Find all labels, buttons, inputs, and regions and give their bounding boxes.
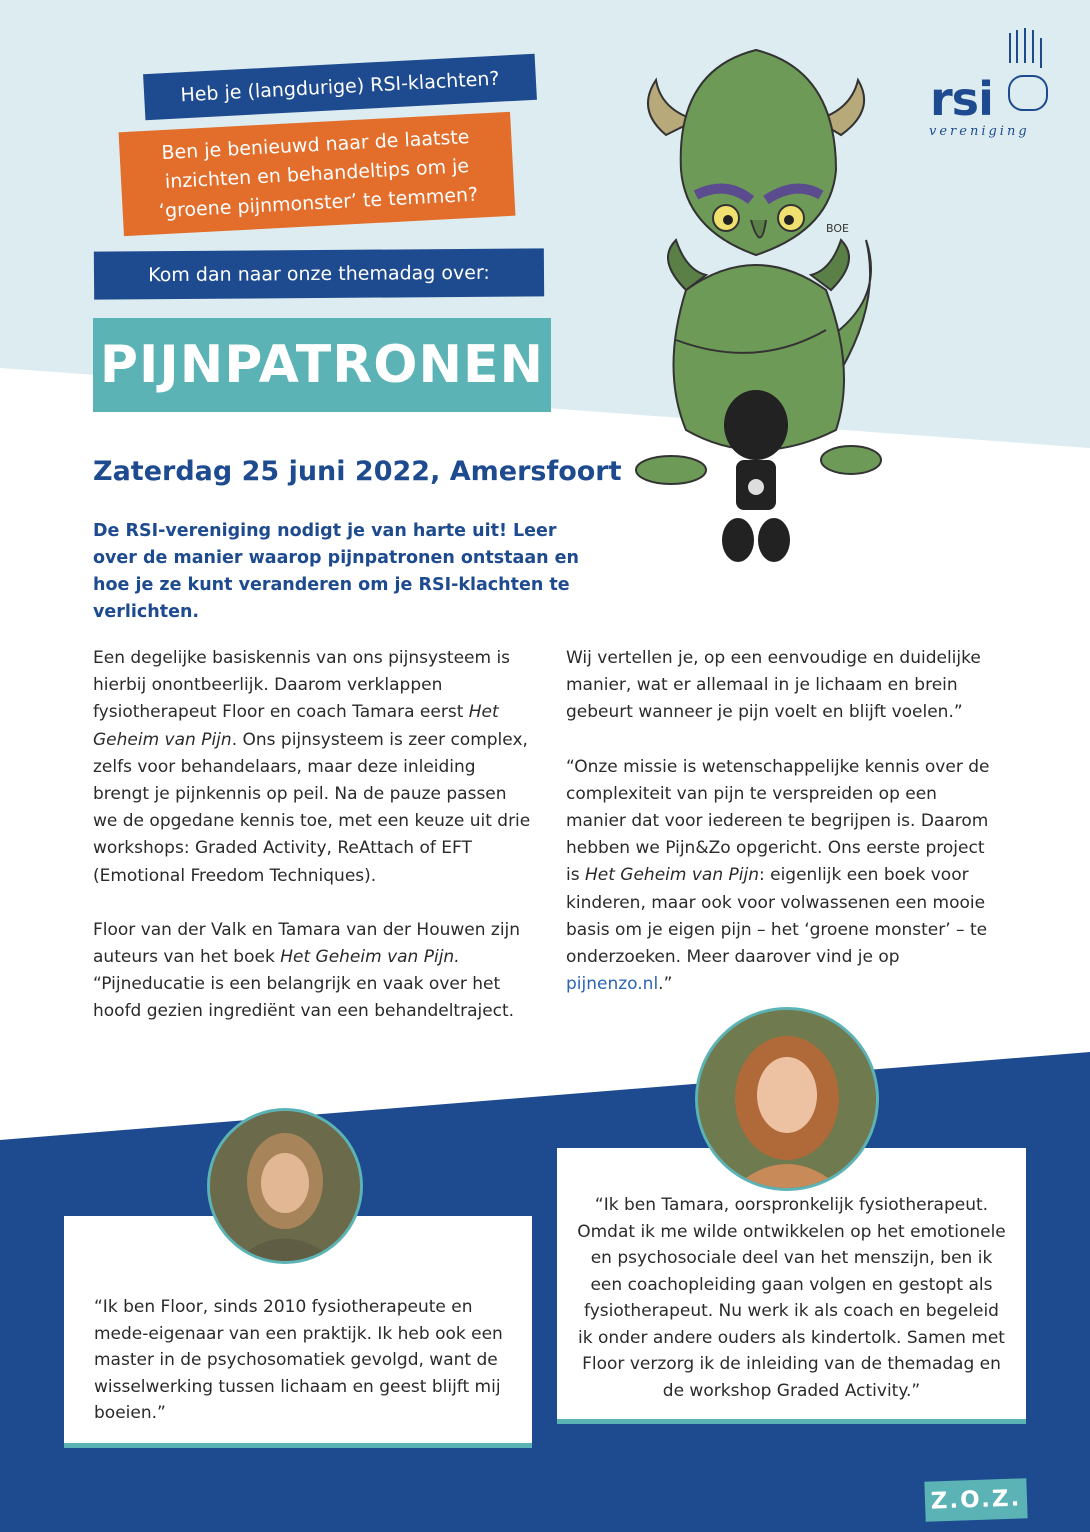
book-title: Het Geheim van Pijn. [280, 947, 460, 968]
text-run: “Onze missie is wetenschappelijke kennis over de complexiteit van pijn te verspreiden op een manier dat voor iedereen te begrijpen is. Daarom hebben we Pijn&Zo opgericht. Ons eerste project is [566, 756, 990, 886]
body-paragraph [566, 754, 996, 999]
text-run: : eigenlijk een boek voor kinderen, maar ook voor volwassenen een mooie basis om je eigen pijn – het ‘groene monster’ – te onderzoeken. Meer daarover vind je op [566, 865, 988, 968]
body-paragraph: Wij vertellen je, op een eenvoudige en duidelijke manier, wat er allemaal in je lichaam en brein gebeurt wanneer je pijn voelt en blijft voelen.” [566, 648, 981, 723]
avatar-floor [207, 1108, 363, 1264]
intro-paragraph: De RSI-vereniging nodigt je van harte uit! Leer over de manier waarop pijnpatronen ontstaan en hoe je ze kunt veranderen om je RSI-klachten te verlichten. [93, 521, 580, 622]
banner-question-rsi: Heb je (langdurige) RSI-klachten? [143, 54, 537, 120]
portrait-tamara-icon [698, 1010, 876, 1188]
quote-text-tamara: “Ik ben Tamara, oorspronkelijk fysiotherapeut. Omdat ik me wilde ontwikkelen op het emotionele en psychosociale deel van het menszijn, ben ik een coachopleiding gaan volgen en gestopt als fysiotherapeut. Nu werk ik als coach en begeleid ik onder andere ouders als kindertolk. Samen met Floor verzorg ik de inleiding van de themadag en de workshop Graded Activity.” [577, 1195, 1006, 1401]
event-title: PIJNPATRONEN [93, 318, 551, 412]
book-title: Het Geheim van Pijn [93, 702, 499, 750]
body-column-left [93, 645, 533, 1053]
page-turn-badge: Z.O.Z. [924, 1478, 1027, 1522]
green-monster-illustration [626, 40, 896, 570]
logo-wordmark: rsi [930, 72, 993, 126]
banner-question-insights: Ben je benieuwd naar de laatste inzichten en behandeltips om je ‘groene pijnmonster’ te temmen? [119, 112, 516, 236]
text-run: . Ons pijnsysteem is zeer complex, zelfs voor behandelaars, maar deze inleiding brengt je pijnkennis op peil. Na de pauze passen we de opgedane kennis toe, met een keuze uit drie workshops: Graded Activity, ReAttach of EFT (Emotional Freedom Techniques). [93, 729, 531, 886]
banner-invite: Kom dan naar onze themadag over: [94, 248, 544, 299]
body-paragraph [93, 917, 533, 1026]
text-run: Een degelijke basiskennis van ons pijnsysteem is hierbij onontbeerlijk. Daarom verklappen fysiotherapeut Floor en coach Tamara eerst [93, 648, 511, 723]
text-run: Floor van der Valk en Tamara van der Houwen zijn auteurs van het boek [93, 919, 521, 968]
quote-text-floor: “Ik ben Floor, sinds 2010 fysiotherapeute en mede-eigenaar van een praktijk. Ik heb ook een master in de psychosomatiek gevolgd, want de wisselwerking tussen lichaam en geest blijft mij boeien.” [94, 1297, 503, 1423]
logo-subtitle: vereniging [929, 124, 1030, 139]
website-link[interactable]: pijnenzo.nl [566, 974, 659, 995]
avatar-tamara [695, 1007, 879, 1191]
body-paragraph [93, 645, 533, 890]
body-column-right [566, 645, 996, 1025]
text-run: “Pijneducatie is een belangrijk en vaak over het hoofd gezien ingrediënt van een behandeltraject. [93, 974, 515, 1022]
event-date: Zaterdag 25 juni 2022, Amersfoort [93, 456, 622, 487]
book-title: Het Geheim van Pijn [584, 865, 759, 886]
portrait-floor-icon [210, 1111, 360, 1261]
monster-caption: BOE [826, 222, 849, 235]
text-run: .” [658, 974, 673, 995]
